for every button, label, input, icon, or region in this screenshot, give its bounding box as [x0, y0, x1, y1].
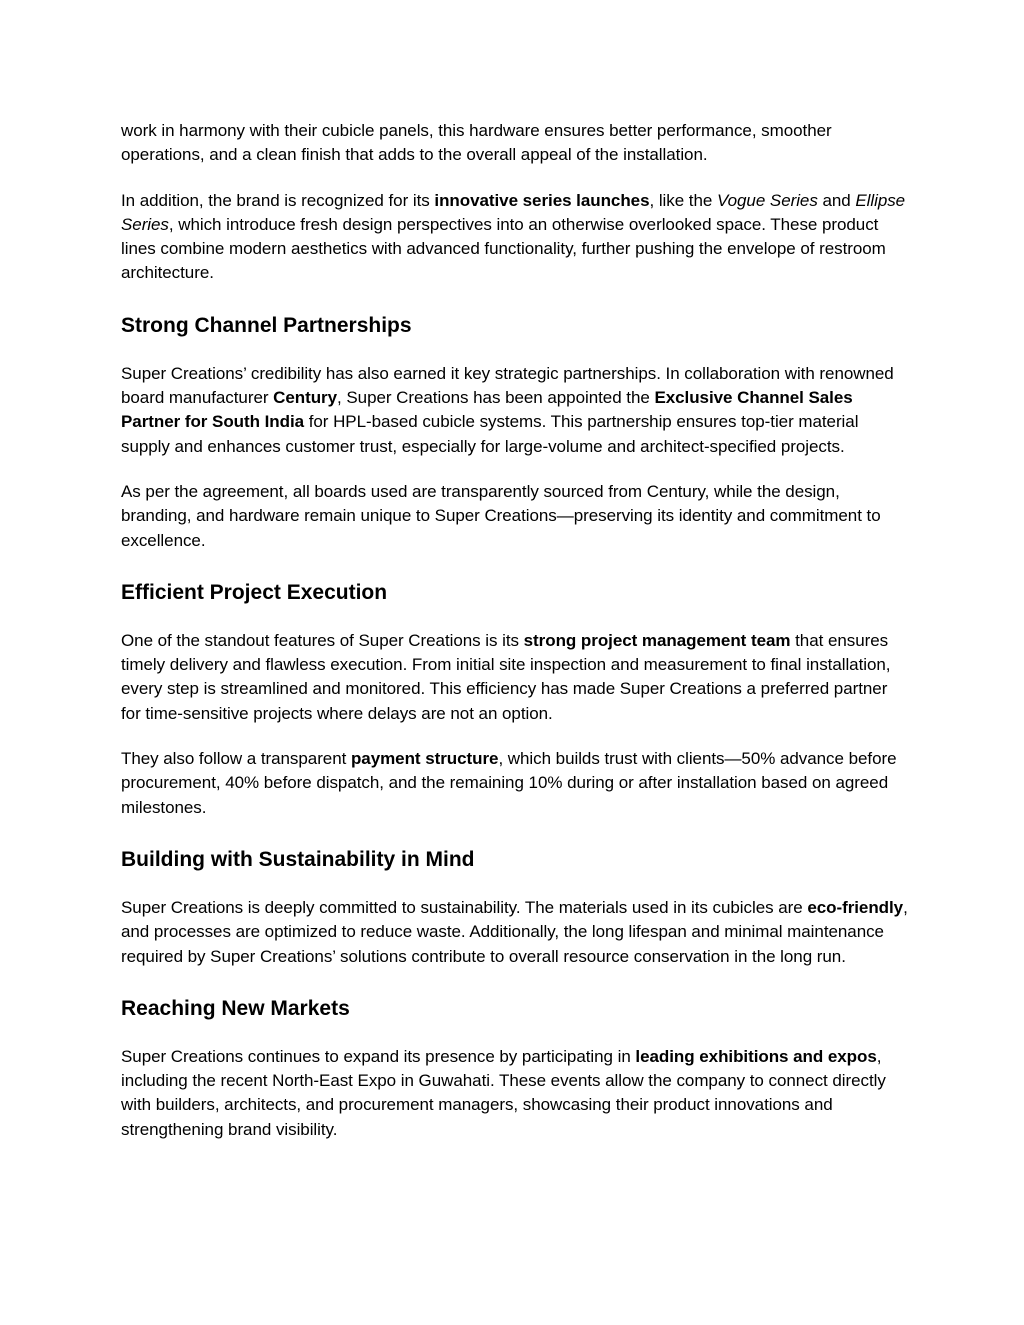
- text-run: Super Creations is deeply committed to sustainability. The materials used in its cubicles are: [121, 897, 808, 917]
- text-run: , and processes are optimized to reduce waste. Additionally, the long lifespan and minimal maintenance required by Super Creations’ solutions contribute to overall resource conservation in the long run.: [121, 897, 908, 966]
- text-run: Super Creations’ credibility has also earned it key strategic partnerships. In collaboration with renowned board manufacturer: [121, 363, 894, 408]
- bold-text: Exclusive Channel Sales Partner for South India: [121, 388, 853, 432]
- text-run: , including the recent North-East Expo in Guwahati. These events allow the company to connect directly with builders, architects, and procurement managers, showcasing their product innovations and strengthening brand visibility.: [121, 1046, 886, 1139]
- bold-text: Century: [273, 388, 338, 408]
- paragraph: [121, 1045, 911, 1142]
- bold-text: payment structure: [350, 749, 499, 769]
- text-run: Super Creations continues to expand its presence by participating in: [121, 1046, 636, 1066]
- text-run: , Super Creations has been appointed the: [337, 388, 655, 408]
- paragraph: [121, 896, 911, 969]
- bold-text: leading exhibitions and expos: [635, 1046, 877, 1066]
- text-run: In addition, the brand is recognized for its: [121, 190, 435, 210]
- text-run: that ensures timely delivery and flawless execution. From initial site inspection and measurement to final installation, every step is streamlined and monitored. This efficiency has made Super Creations a preferred partner for time-sensitive projects where delays are not an option.: [121, 630, 891, 723]
- bold-text: innovative series launches: [434, 190, 650, 210]
- italic-text: Vogue Series: [716, 190, 818, 210]
- section-heading: Reaching New Markets: [121, 996, 350, 1020]
- paragraph: [121, 119, 911, 168]
- paragraph: [121, 362, 911, 459]
- italic-text: Ellipse Series: [121, 190, 906, 234]
- section-heading: Strong Channel Partnerships: [121, 313, 412, 337]
- text-run: As per the agreement, all boards used are transparently sourced from Century, while the design, branding, and hardware remain unique to Super Creations—preserving its identity and commitment to excellence.: [121, 481, 881, 550]
- paragraph: [121, 629, 911, 726]
- paragraph: [121, 480, 911, 553]
- text-run: One of the standout features of Super Creations is its: [121, 630, 524, 650]
- bold-text: eco-friendly: [807, 897, 904, 917]
- section-heading: Building with Sustainability in Mind: [121, 847, 475, 871]
- document-page: [121, 119, 911, 1163]
- text-run: They also follow a transparent: [121, 749, 351, 769]
- text-run: for HPL-based cubicle systems. This partnership ensures top-tier material supply and enhances customer trust, especially for large-volume and architect-specified projects.: [121, 412, 859, 456]
- section-heading: Efficient Project Execution: [121, 580, 388, 604]
- bold-text: strong project management team: [523, 630, 791, 650]
- text-run: work in harmony with their cubicle panels, this hardware ensures better performance, smoother operations, and a clean finish that adds to the overall appeal of the installation.: [121, 121, 832, 165]
- text-run: and: [817, 190, 856, 210]
- text-run: , which builds trust with clients—50% advance before procurement, 40% before dispatch, and the remaining 10% during or after installation based on agreed milestones.: [121, 749, 897, 817]
- text-run: , which introduce fresh design perspectives into an otherwise overlooked space. These product lines combine modern aesthetics with advanced functionality, further pushing the envelope of restroom architecture.: [121, 214, 886, 283]
- paragraph: [121, 189, 911, 286]
- paragraph: [121, 747, 911, 820]
- text-run: , like the: [649, 190, 717, 210]
